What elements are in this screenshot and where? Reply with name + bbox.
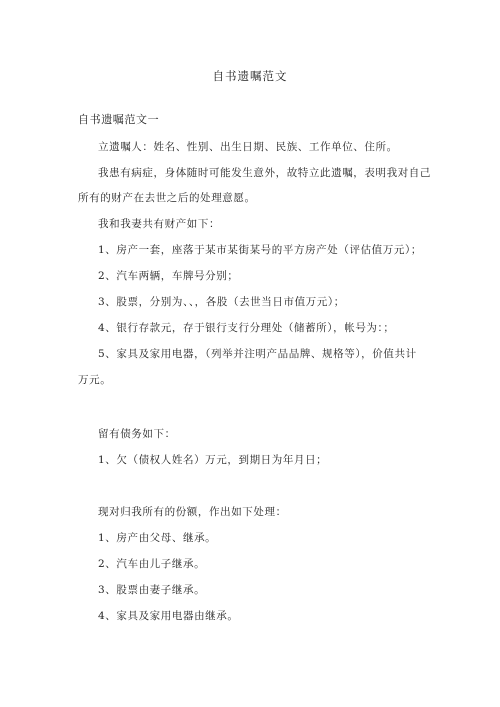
document-title: 自书遗嘱范文 [212, 69, 288, 83]
property-item-3: 3、股票，分别为、、，各股（去世当日市值万元）； [98, 296, 345, 308]
property-item-1: 1、房产一套，座落于某市某街某号的平方房产处（评估值万元）； [98, 244, 422, 256]
debt-item-1: 1、欠（债权人姓名）万元，到期日为年月日； [98, 454, 328, 466]
testator-line: 立遗嘱人：姓名、性别、出生日期、民族、工作单位、住所。 [98, 141, 398, 153]
joint-property-header: 我和我妻共有财产如下： [98, 218, 221, 230]
debts-header: 留有债务如下： [98, 428, 176, 440]
section-subtitle: 自书遗嘱范文一 [78, 113, 160, 126]
property-item-2: 2、汽车两辆，车牌号分别； [98, 270, 239, 282]
disposal-item-1: 1、房产由父母、继承。 [98, 532, 217, 544]
property-item-5-line-1: 5、家具及家用电器，（列举并注明产品品牌、规格等），价值共计 [98, 348, 417, 360]
disposal-item-4: 4、家具及家用电器由继承。 [98, 610, 239, 622]
disposal-item-2: 2、汽车由儿子继承。 [98, 558, 206, 570]
property-item-5-line-2: 万元。 [78, 374, 112, 386]
intro-line-2: 所有的财产在去世之后的处理意愿。 [78, 192, 256, 204]
property-item-4: 4、银行存款元，存于银行支行分理处（储蓄所），帐号为：； [98, 322, 395, 334]
disposal-item-3: 3、股票由妻子继承。 [98, 584, 206, 596]
intro-line-1: 我患有病症，身体随时可能发生意外，故特立此遗嘱，表明我对自己 [98, 167, 431, 179]
disposal-header: 现对归我所有的份额，作出如下处理： [98, 506, 287, 518]
